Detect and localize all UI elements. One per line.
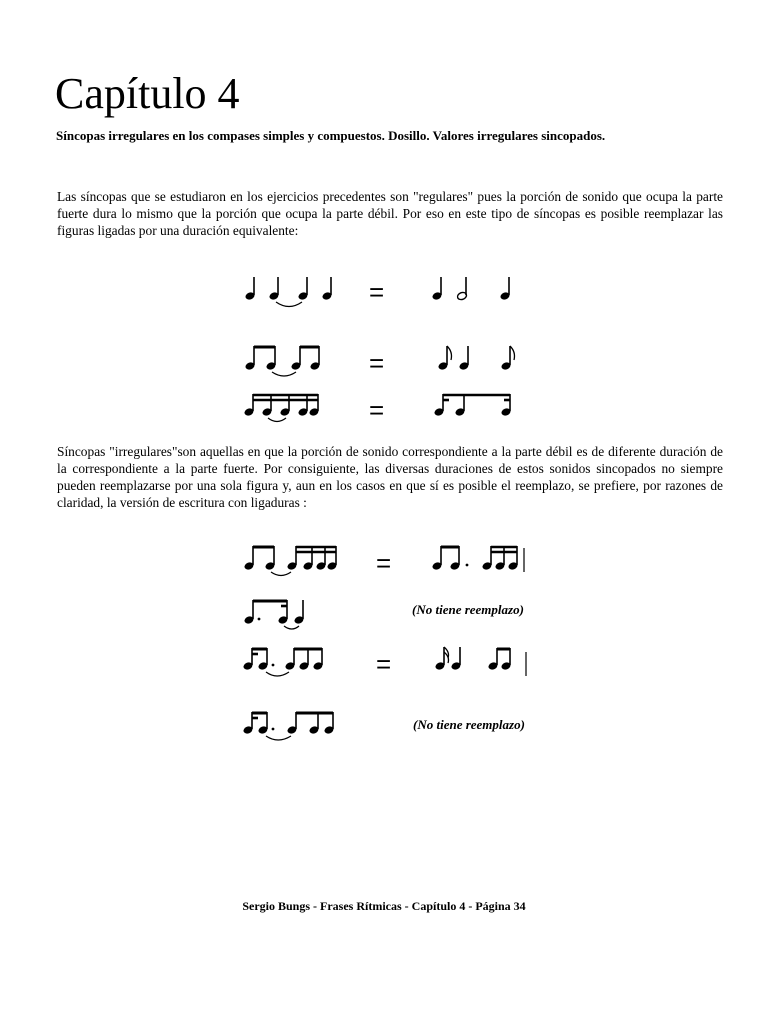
notation-irregular-2-left: [244, 600, 305, 629]
notation-regular-quarter-left: [245, 277, 333, 307]
notation-regular-eighth-right: [438, 346, 515, 371]
equals-sign: =: [376, 548, 392, 578]
notation-regular-sixteenth-right: [434, 394, 512, 417]
notation-irregular-1-right: [432, 546, 524, 572]
equals-sign: =: [376, 649, 392, 679]
no-replacement-label: (No tiene reemplazo): [413, 717, 525, 732]
notation-irregular-3-right: [435, 647, 526, 676]
equals-sign: =: [369, 395, 385, 425]
chapter-subtitle: Síncopas irregulares en los compases simples y compuestos. Dosillo. Valores irregulares sincopados.: [56, 128, 606, 143]
notation-regular-quarter-right: [432, 277, 511, 301]
irregular-paragraph: Síncopas "irregulares"son aquellas en que la porción de sonido correspondiente a la parte débil es de diferente duración de la correspondiente a la parte fuerte. Por consiguiente, las diversas duraciones de estos sonidos sincopados no siempre pueden reemplazarse por una sola figura y, aun en los casos en que sí es posible el reemplazo, se prefiere, por razones de claridad, la versión de escritura con ligaduras :: [57, 444, 723, 510]
equals-sign: =: [369, 277, 385, 307]
notation-irregular-4-left: [243, 712, 335, 740]
notation-regular-sixteenth-left: [244, 394, 320, 422]
page-footer: Sergio Bungs - Frases Rítmicas - Capítulo 4 - Página 34: [242, 899, 526, 913]
notation-irregular-1-left: [244, 546, 338, 576]
equals-sign: =: [369, 348, 385, 378]
chapter-title: Capítulo 4: [55, 69, 240, 118]
intro-paragraph: Las síncopas que se estudiaron en los ejercicios precedentes son "regulares" pues la porción de sonido que ocupa la parte fuerte dura lo mismo que la porción que ocupa la parte débil. Por eso en este tipo de síncopas es posible reemplazar las figuras ligadas por una duración equivalente:: [57, 189, 723, 238]
notation-regular-eighth-left: [245, 346, 321, 376]
notation-irregular-3-left: [243, 648, 324, 676]
no-replacement-label: (No tiene reemplazo): [412, 602, 524, 617]
